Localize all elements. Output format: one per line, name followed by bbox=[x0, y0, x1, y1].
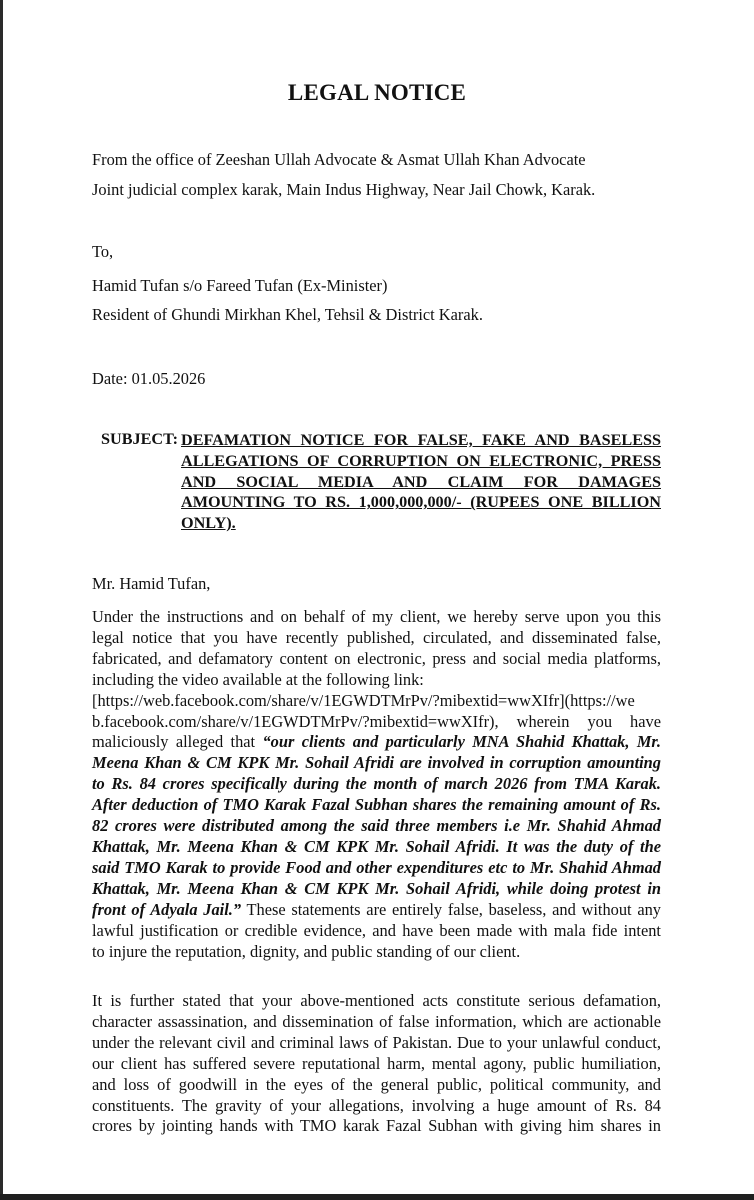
subject-line: DEFAMATION NOTICE FOR FALSE, FAKE AND BASELESS bbox=[181, 431, 661, 449]
from-line-2: Joint judicial complex karak, Main Indus Highway, Near Jail Chowk, Karak. bbox=[92, 180, 596, 199]
quoted-allegation-text: to Rs. 84 crores specifically during the month of march 2026 from TMA Karak. bbox=[92, 774, 661, 794]
paragraph-line bbox=[92, 670, 661, 691]
subject-label: SUBJECT: bbox=[101, 430, 179, 448]
quoted-allegation-text: front of Adyala Jail.” bbox=[92, 899, 242, 919]
paragraph-line bbox=[92, 628, 661, 649]
paragraph-line bbox=[92, 858, 661, 879]
paragraph-text: maliciously alleged that bbox=[92, 732, 263, 752]
paragraph-line: under the relevant civil and criminal laws of Pakistan. Due to your unlawful conduct, bbox=[92, 1032, 661, 1052]
notice-date: Date: 01.05.2026 bbox=[92, 369, 206, 388]
paragraph-line bbox=[92, 753, 661, 774]
recipient-name: Hamid Tufan s/o Fareed Tufan (Ex-Minister) bbox=[92, 276, 388, 295]
subject-line: ALLEGATIONS OF CORRUPTION ON ELECTRONIC, PRESS bbox=[181, 451, 661, 470]
paragraph-line bbox=[92, 942, 661, 963]
paragraph-line: and loss of goodwill in the eyes of the general public, political community, and bbox=[92, 1074, 661, 1094]
quoted-allegation-text: 82 crores were distributed among the said three members i.e Mr. Shahid Ahmad bbox=[92, 816, 661, 836]
quoted-allegation-text: Khattak, Mr. Meena Khan & CM KPK Mr. Sohail Afridi, while doing protest in bbox=[92, 878, 661, 898]
paragraph-line bbox=[92, 691, 661, 712]
quoted-allegation-text: Meena Khan & CM KPK Mr. Sohail Afridi are involved in corruption amounting bbox=[92, 753, 661, 773]
paragraph-text: b.facebook.com/share/v/1EGWDTMrPv/?mibextid=wwXIfr), wherein you have bbox=[92, 711, 661, 731]
document-title: LEGAL NOTICE bbox=[287, 80, 467, 105]
paragraph-line: character assassination, and dissemination of false information, which are actionable bbox=[92, 1011, 661, 1031]
page-bottom-shadow bbox=[0, 1194, 754, 1200]
subject-text bbox=[181, 430, 661, 534]
paragraph-line bbox=[92, 795, 661, 816]
paragraph-line bbox=[92, 774, 661, 795]
paragraph-text: lawful justification or credible evidence, and have been made with mala fide intent bbox=[92, 920, 661, 940]
paragraph-text: to injure the reputation, dignity, and public standing of our client. bbox=[92, 941, 521, 961]
paragraph-2 bbox=[92, 991, 661, 1137]
from-line-1: From the office of Zeeshan Ullah Advocate & Asmat Ullah Khan Advocate bbox=[92, 150, 586, 169]
paragraph-line bbox=[92, 607, 661, 628]
subject-line: AMOUNTING TO RS. 1,000,000,000/- (RUPEES ONE BILLION bbox=[181, 493, 661, 512]
paragraph-line bbox=[92, 921, 661, 942]
recipient-address: Resident of Ghundi Mirkhan Khel, Tehsil & District Karak. bbox=[92, 305, 483, 324]
subject-line: ONLY). bbox=[181, 514, 236, 533]
paragraph-line bbox=[92, 712, 661, 733]
paragraph-line: constituents. The gravity of your allegations, involving a huge amount of Rs. 84 bbox=[92, 1095, 661, 1115]
paragraph-text: These statements are entirely false, baseless, and without any bbox=[241, 899, 661, 919]
paragraph-line bbox=[92, 732, 661, 753]
paragraph-text: Under the instructions and on behalf of my client, we hereby serve upon you this bbox=[92, 607, 661, 626]
quoted-allegation-text: After deduction of TMO Karak Fazal Subhan shares the remaining amount of Rs. bbox=[92, 795, 661, 815]
paragraph-line: our client has suffered severe reputational harm, mental agony, public humiliation, bbox=[92, 1053, 661, 1073]
quoted-allegation-text: said TMO Karak to provide Food and other expenditures etc to Mr. Shahid Ahmad bbox=[92, 857, 661, 877]
quoted-allegation-text: Khattak, Mr. Meena Khan & CM KPK Mr. Sohail Afridi. It was the duty of the bbox=[92, 836, 661, 856]
paragraph-line bbox=[92, 649, 661, 670]
quoted-allegation-text: “our clients and particularly MNA Shahid Khattak, Mr. bbox=[262, 732, 661, 752]
paragraph-line bbox=[92, 816, 661, 837]
paragraph-line bbox=[92, 879, 661, 900]
paragraph-text: [https://web.facebook.com/share/v/1EGWDTMrPv/?mibextid=wwXIfr](https://we bbox=[92, 690, 635, 710]
paragraph-line bbox=[92, 900, 661, 921]
paragraph-line bbox=[92, 837, 661, 858]
paragraph-line: It is further stated that your above-mentioned acts constitute serious defamation, bbox=[92, 991, 661, 1010]
to-label: To, bbox=[92, 242, 114, 261]
paragraph-text: legal notice that you have recently published, circulated, and disseminated false, bbox=[92, 627, 661, 647]
subject-line: AND SOCIAL MEDIA AND CLAIM FOR DAMAGES bbox=[181, 472, 661, 491]
paragraph-1 bbox=[92, 607, 661, 962]
paragraph-text: fabricated, and defamatory content on electronic, press and social media platforms, bbox=[92, 648, 661, 668]
paragraph-text: including the video available at the following link: bbox=[92, 669, 424, 689]
salutation: Mr. Hamid Tufan, bbox=[92, 574, 211, 593]
paragraph-line: crores by jointing hands with TMO karak Fazal Subhan with giving him shares in bbox=[92, 1116, 661, 1136]
